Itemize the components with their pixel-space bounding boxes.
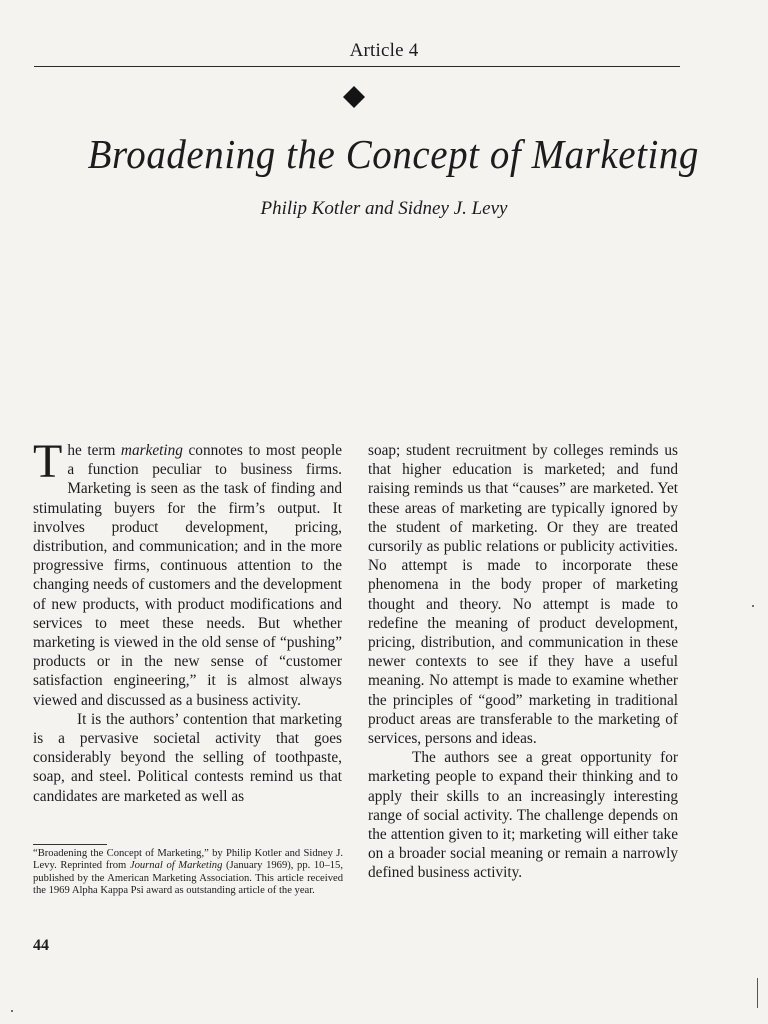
journal-name: Journal of Marketing: [129, 860, 223, 872]
paragraph: The authors see a great opportunity for marketing people to expand their thinking and to apply their skills to an increasingly interesting range of social activity. The challenge depends on the attention given to it; marketing will either take on a broader social meaning or remain a narrowly defined business activity.: [368, 749, 678, 882]
article-title: Broadening the Concept of Marketing: [87, 131, 699, 177]
page-number: 44: [33, 937, 49, 954]
article-label: Article 4: [349, 40, 419, 61]
header-rule: [34, 66, 680, 67]
drop-cap: T: [33, 435, 63, 488]
footnote-text: “Broadening the Concept of Marketing,” by Philip Kotler and Sidney J. Levy. Reprinted from: [33, 848, 343, 872]
scan-speck: [752, 605, 754, 607]
diamond-ornament-icon: [343, 86, 365, 108]
scan-margin-mark: [757, 978, 758, 1008]
emphasis-text: marketing: [120, 442, 183, 459]
footnote-rule: [33, 844, 107, 845]
footnote-text: (January 1969), pp. 10–15, published by the American Marketing Association. This article received the 1969 Alpha Kappa Psi award as outstanding article of the year.: [33, 860, 343, 896]
paragraph: It is the authors’ contention that marketing is a pervasive societal activity that goes considerably beyond the selling of toothpaste, soap, and steel. Political contests remind us that candidates are marketed as well as: [33, 710, 342, 805]
text: he term: [67, 442, 121, 459]
body-column-left: [33, 435, 342, 806]
text: connotes to most people a function peculiar to business firms. Marketing is seen as the task of finding and stimulating buyers for the firm’s output. It involves product development, pricing, distribution, and communication; and in the more progressive firms, continuous attention to the changing needs of customers and the development of new products, with product modifications and services to meet these needs. But whether marketing is viewed in the old sense of “pushing” products or in the new sense of “customer satisfaction engineering,” it is almost always viewed and discussed as a business activity.: [33, 442, 342, 709]
footnote: [33, 848, 343, 897]
body-column-right: [368, 441, 678, 883]
article-authors: Philip Kotler and Sidney J. Levy: [260, 198, 508, 219]
paragraph: soap; student recruitment by colleges reminds us that higher education is marketed; and fund raising reminds us that “causes” are marketed. Yet these areas of marketing are typically ignored by the student of marketing. Or they are treated cursorily as public relations or publicity activities. No attempt is made to incorporate these phenomena in the body proper of marketing thought and theory. No attempt is made to redefine the meaning of product development, pricing, distribution, and communication in these newer contexts to see if they have a useful meaning. No attempt is made to examine whether the principles of “good” marketing in traditional product areas are transferable to the marketing of services, persons and ideas.: [368, 442, 678, 748]
scan-speck: [11, 1010, 13, 1012]
paragraph: [33, 435, 342, 710]
